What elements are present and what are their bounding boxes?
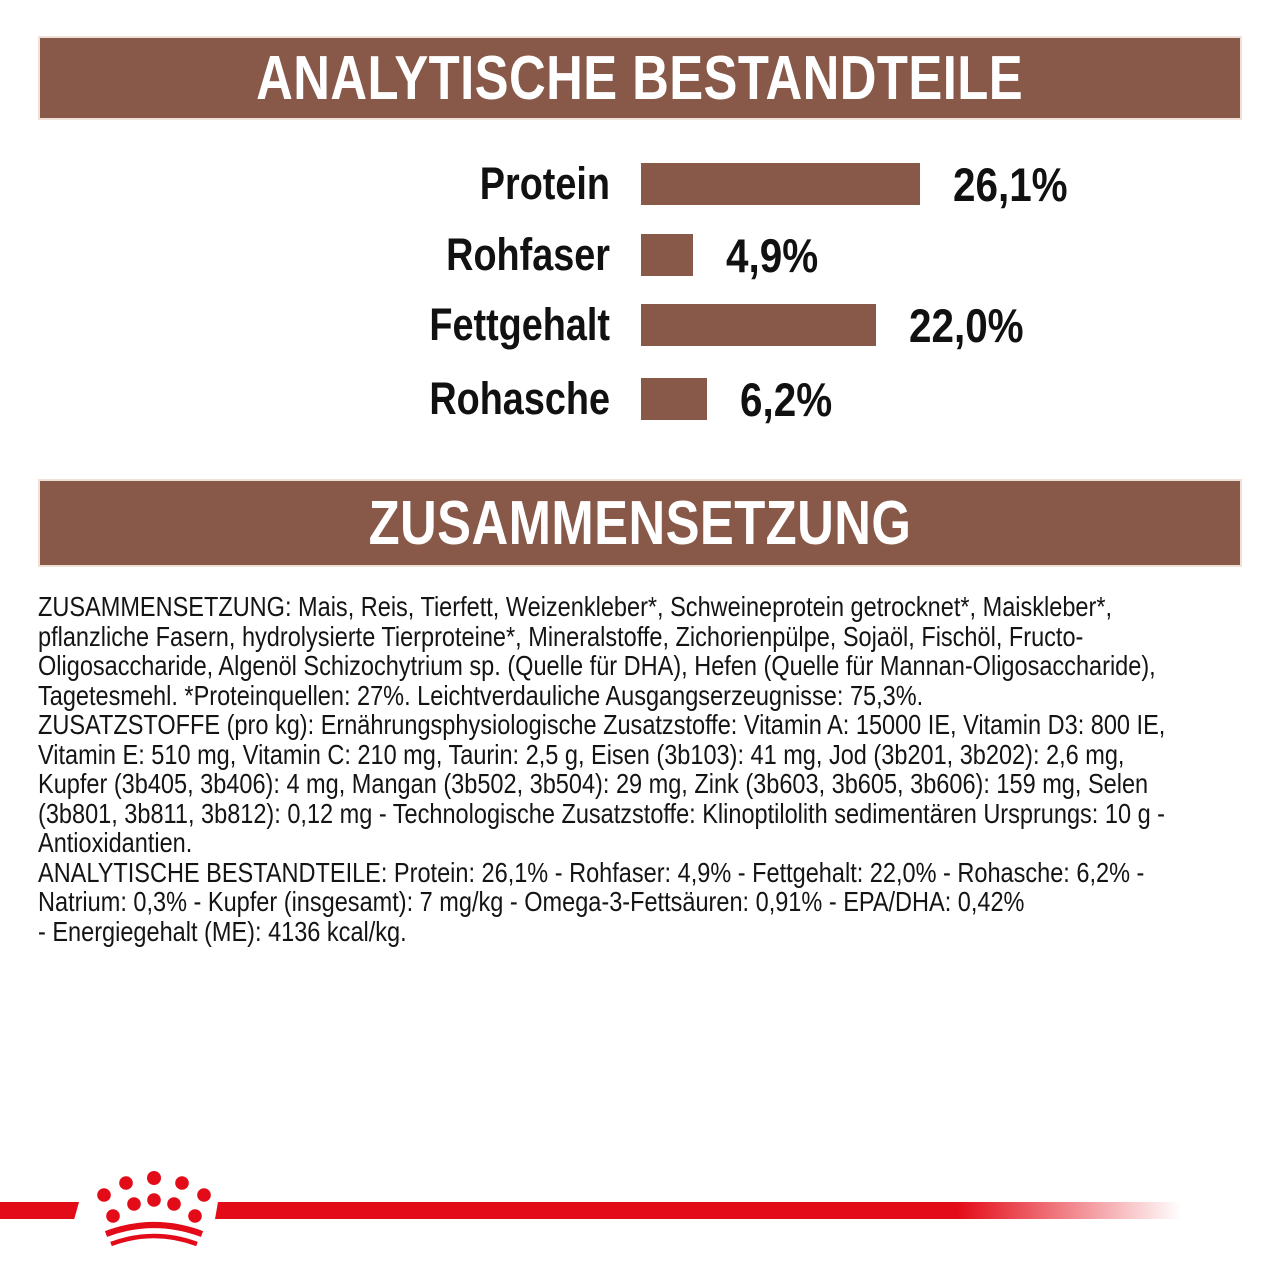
- text-line: Natrium: 0,3% - Kupfer (insgesamt): 7 mg/kg - Omega-3-Fettsäuren: 0,91% - EPA/DHA: 0,42%: [38, 886, 1025, 917]
- red-band-right-segment: [215, 1202, 1191, 1219]
- crown-dot: [97, 1188, 111, 1202]
- crown-dot: [197, 1188, 211, 1202]
- chart-row: [0, 157, 1280, 211]
- chart-value-label: 6,2%: [740, 372, 833, 426]
- text-line: (3b801, 3b811, 3b812): 0,12 mg - Technologische Zusatzstoffe: Klinoptilolith sedimentären Ursprungs: 10 g -: [38, 797, 1166, 829]
- text-line: Vitamin E: 510 mg, Vitamin C: 210 mg, Taurin: 2,5 g, Eisen (3b103): 41 mg, Jod (3b201, 3b202): 2,6 mg,: [38, 738, 1125, 770]
- chart-category-label: Fettgehalt: [429, 299, 610, 350]
- text-line: pflanzliche Fasern, hydrolysierte Tierproteine*, Mineralstoffe, Zichorienpülpe, Sojaöl, Fischöl, Fructo-: [38, 620, 1084, 652]
- chart-value-label: 22,0%: [909, 298, 1024, 352]
- chart-category-label: Rohasche: [429, 373, 610, 424]
- crown-dot: [175, 1176, 189, 1190]
- text-line: - Energiegehalt (ME): 4136 kcal/kg.: [38, 915, 407, 947]
- crown-dot: [167, 1197, 181, 1211]
- chart-value-label: 4,9%: [726, 228, 819, 282]
- chart-category-label: Protein: [479, 158, 610, 209]
- crown-dot: [147, 1171, 161, 1185]
- crown-dots: [97, 1171, 211, 1223]
- crown-dot: [147, 1193, 161, 1207]
- crown-base-arc-upper: [106, 1225, 202, 1234]
- crown-dot: [127, 1197, 141, 1211]
- royal-canin-crown-logo: [93, 1168, 217, 1250]
- chart-bar: [641, 234, 693, 276]
- analytical-bar-chart: [0, 0, 1280, 460]
- footer-brand-band: [0, 1160, 1280, 1280]
- analytical-banner-title: ANALYTISCHE BESTANDTEILE: [256, 43, 1024, 113]
- chart-bar: [641, 163, 920, 205]
- text-line: ZUSAMMENSETZUNG: Mais, Reis, Tierfett, Weizenkleber*, Schweineprotein getrocknet*, Maiskleber*,: [38, 591, 1113, 622]
- chart-row: [0, 298, 1280, 352]
- composition-text-block: [38, 592, 1242, 946]
- text-line: ANALYTISCHE BESTANDTEILE: Protein: 26,1% - Rohfaser: 4,9% - Fettgehalt: 22,0% - Rohasche: 6,2% -: [38, 856, 1145, 888]
- crown-dot: [119, 1176, 133, 1190]
- composition-banner-title: ZUSAMMENSETZUNG: [368, 488, 912, 558]
- chart-row: [0, 228, 1280, 282]
- chart-bar: [641, 304, 876, 346]
- crown-base-arc-lower: [111, 1236, 197, 1244]
- red-band-left-segment: [0, 1202, 79, 1219]
- chart-category-label: Rohfaser: [446, 229, 610, 280]
- crown-dot: [188, 1209, 202, 1223]
- text-line: Kupfer (3b405, 3b406): 4 mg, Mangan (3b502, 3b504): 29 mg, Zink (3b603, 3b605, 3b606): 159 mg, Selen: [38, 768, 1149, 799]
- crown-dot: [106, 1209, 120, 1223]
- chart-row: [0, 372, 1280, 426]
- text-line: ZUSATZSTOFFE (pro kg): Ernährungsphysiologische Zusatzstoffe: Vitamin A: 15000 IE, Vitamin D3: 800 IE,: [38, 709, 1166, 740]
- composition-banner: [38, 479, 1242, 567]
- text-line: Tagetesmehl. *Proteinquellen: 27%. Leichtverdauliche Ausgangserzeugnisse: 75,3%.: [38, 679, 924, 711]
- text-line: Antioxidantien.: [38, 827, 193, 858]
- chart-value-label: 26,1%: [953, 157, 1068, 211]
- chart-bar: [641, 378, 707, 420]
- text-line: Oligosaccharide, Algenöl Schizochytrium sp. (Quelle für DHA), Hefen (Quelle für Mannan-Oligosaccharide),: [38, 650, 1156, 681]
